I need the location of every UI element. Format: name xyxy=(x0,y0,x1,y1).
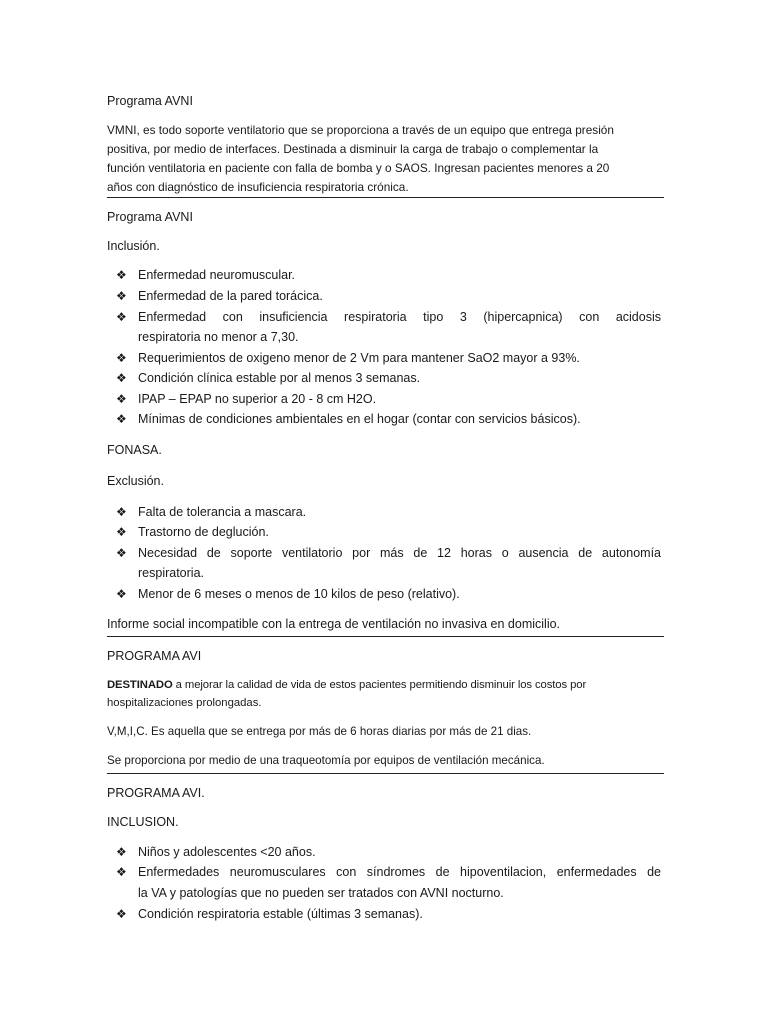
list-item: Enfermedad de la pared torácica. xyxy=(138,289,323,303)
diamond-bullet-icon: ❖ xyxy=(116,310,127,324)
list-item: Falta de tolerancia a mascara. xyxy=(138,505,307,519)
list-item: Enfermedad neuromuscular. xyxy=(138,268,296,282)
traqueo-line: Se proporciona por medio de una traqueotomía por equipos de ventilación mecánica. xyxy=(107,754,545,767)
paragraph-line: positiva, por medio de interfaces. Destinada a disminuir la carga de trabajo o complementar la xyxy=(107,142,599,156)
closing-line: Informe social incompatible con la entrega de ventilación no invasiva en domicilio. xyxy=(107,617,561,631)
paragraph-text: a mejorar la calidad de vida de estos pacientes permitiendo disminuir los costos por xyxy=(172,679,587,691)
section-divider xyxy=(107,773,664,774)
paragraph-line: VMNI, es todo soporte ventilatorio que se proporciona a través de un equipo que entrega presión xyxy=(107,123,614,137)
section-title: Programa AVNI xyxy=(107,210,193,224)
section-title: Programa AVNI xyxy=(107,94,193,108)
diamond-bullet-icon: ❖ xyxy=(116,412,127,426)
list-item-continuation: respiratoria. xyxy=(138,566,204,580)
list-item: Condición respiratoria estable (últimas 3 semanas). xyxy=(138,907,423,921)
diamond-bullet-icon: ❖ xyxy=(116,587,127,601)
paragraph-line: hospitalizaciones prolongadas. xyxy=(107,697,262,709)
section-title: PROGRAMA AVI xyxy=(107,649,202,663)
list-item-continuation: la VA y patologías que no pueden ser tratados con AVNI nocturno. xyxy=(138,886,504,900)
bold-lead-word: DESTINADO xyxy=(107,679,173,691)
list-item: Enfermedades neuromusculares con síndromes de hipoventilacion, enfermedades de xyxy=(138,865,661,879)
diamond-bullet-icon: ❖ xyxy=(116,525,127,539)
paragraph-line: función ventilatoria en paciente con falla de bomba y o SAOS. Ingresan pacientes menores a 20 xyxy=(107,161,610,175)
section-divider xyxy=(107,197,664,198)
vmic-line: V,M,I,C. Es aquella que se entrega por más de 6 horas diarias por más de 21 dias. xyxy=(107,725,532,738)
list-item: Requerimientos de oxigeno menor de 2 Vm para mantener SaO2 mayor a 93%. xyxy=(138,351,580,365)
exclusion-label: Exclusión. xyxy=(107,474,164,488)
fonasa-label: FONASA. xyxy=(107,443,162,457)
list-item: Mínimas de condiciones ambientales en el hogar (contar con servicios básicos). xyxy=(138,412,581,426)
list-item: Trastorno de deglución. xyxy=(138,525,269,539)
diamond-bullet-icon: ❖ xyxy=(116,392,127,406)
list-item-continuation: respiratoria no menor a 7,30. xyxy=(138,330,299,344)
diamond-bullet-icon: ❖ xyxy=(116,845,127,859)
diamond-bullet-icon: ❖ xyxy=(116,351,127,365)
diamond-bullet-icon: ❖ xyxy=(116,371,127,385)
diamond-bullet-icon: ❖ xyxy=(116,268,127,282)
list-item: IPAP – EPAP no superior a 20 - 8 cm H2O. xyxy=(138,392,377,406)
list-item: Menor de 6 meses o menos de 10 kilos de peso (relativo). xyxy=(138,587,460,601)
section-title: PROGRAMA AVI. xyxy=(107,786,205,800)
list-item: Enfermedad con insuficiencia respiratoria tipo 3 (hipercapnica) con acidosis xyxy=(138,310,661,324)
diamond-bullet-icon: ❖ xyxy=(116,505,127,519)
section-divider xyxy=(107,636,664,637)
diamond-bullet-icon: ❖ xyxy=(116,546,127,560)
inclusion-label: INCLUSION. xyxy=(107,815,179,829)
diamond-bullet-icon: ❖ xyxy=(116,907,127,921)
list-item: Necesidad de soporte ventilatorio por más de 12 horas o ausencia de autonomía xyxy=(138,546,661,560)
diamond-bullet-icon: ❖ xyxy=(116,865,127,879)
list-item: Niños y adolescentes <20 años. xyxy=(138,845,316,859)
diamond-bullet-icon: ❖ xyxy=(116,289,127,303)
paragraph-line: años con diagnóstico de insuficiencia respiratoria crónica. xyxy=(107,180,409,194)
inclusion-label: Inclusión. xyxy=(107,239,160,253)
list-item: Condición clínica estable por al menos 3 semanas. xyxy=(138,371,421,385)
